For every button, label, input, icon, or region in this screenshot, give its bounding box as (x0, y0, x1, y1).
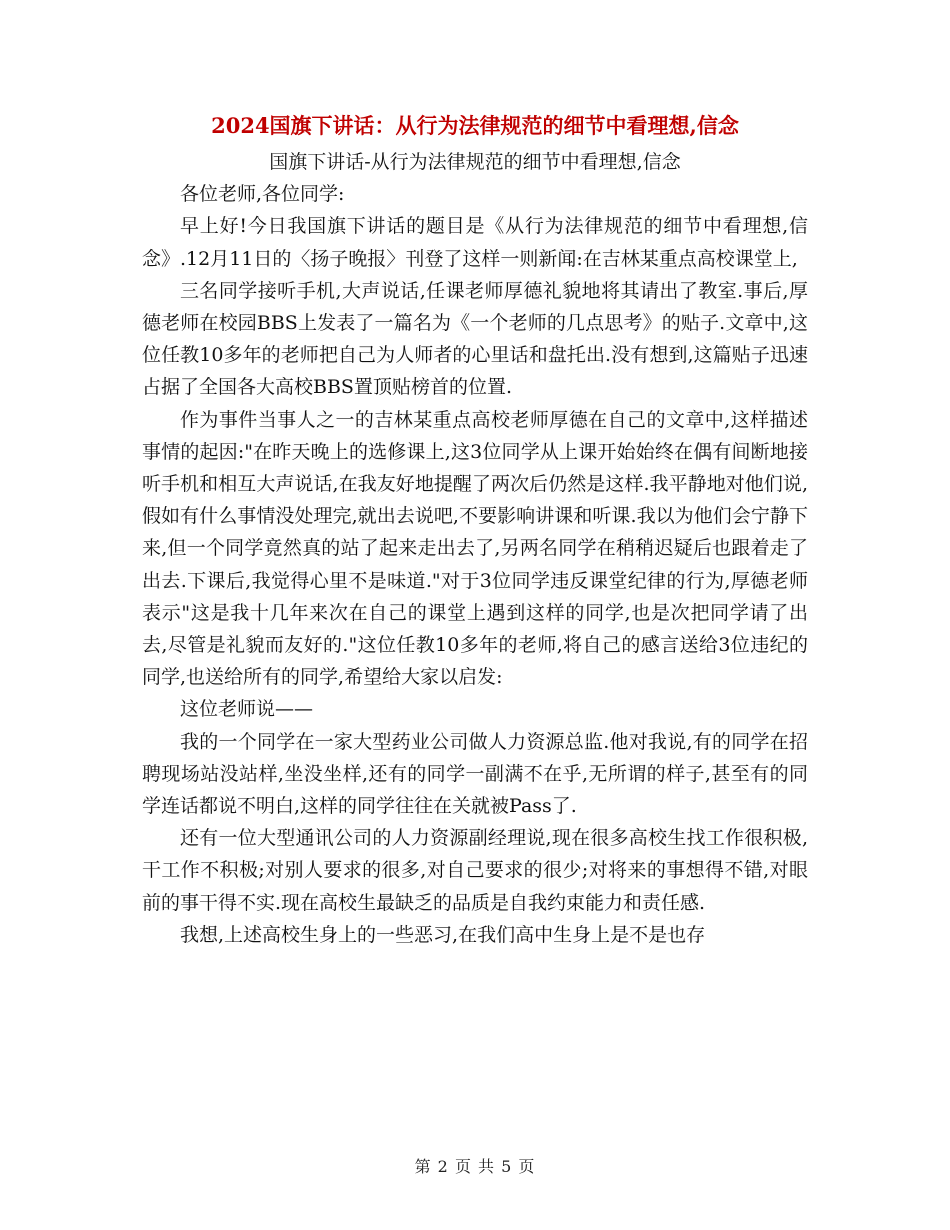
document-subtitle: 国旗下讲话-从行为法律规范的细节中看理想,信念 (269, 151, 681, 173)
document-body (142, 146, 808, 951)
paragraph-hr-manager: 还有一位大型通讯公司的人力资源副经理说,现在很多高校生找工作很积极,干工作不积极;对别人要求的很多,对自己要求的很少;对将来的事想得不错,对眼前的事干得不实.现在高校生最缺乏的品质是自我约束能力和责任感. (142, 827, 808, 914)
paragraph-intro: 早上好!今日我国旗下讲话的题目是《从行为法律规范的细节中看理想,信念》.12月11日的〈扬子晚报〉刊登了这样一则新闻:在吉林某重点高校课堂上, (142, 215, 808, 270)
paragraph-teacher-says: 这位老师说—— (180, 698, 314, 721)
paragraph-greeting: 各位老师,各位同学: (180, 183, 345, 206)
paragraph-incident: 三名同学接听手机,大声说话,任课老师厚德礼貌地将其请出了教室.事后,厚德老师在校园BBS上发表了一篇名为《一个老师的几点思考》的贴子.文章中,这位任教10多年的老师把自己为人师者的心里话和盘托出.没有想到,这篇贴子迅速占据了全国各大高校BBS置顶贴榜首的位置. (142, 279, 808, 399)
document-title: 2024国旗下讲话：从行为法律规范的细节中看理想,信念 (211, 113, 739, 138)
paragraph-reflection: 我想,上述高校生身上的一些恶习,在我们高中生身上是不是也存 (180, 923, 706, 946)
page-number-footer: 第 2 页 共 5 页 (414, 1157, 536, 1176)
paragraph-teacher-account: 作为事件当事人之一的吉林某重点高校老师厚德在自己的文章中,这样描述事情的起因:"在昨天晚上的选修课上,这3位同学从上课开始始终在偶有间断地接听手机和相互大声说话,在我友好地提醒了两次后仍然是这样.我平静地对他们说,假如有什么事情没处理完,就出去说吧,不要影响讲课和听课.我以为他们会宁静下来,但一个同学竟然真的站了起来走出去了,另两名同学在稍稍迟疑后也跟着走了出去.下课后,我觉得心里不是味道."对于3位同学违反课堂纪律的行为,厚德老师表示"这是我十几年来次在自己的课堂上遇到这样的同学,也是次把同学请了出去,尽管是礼貌而友好的."这位任教10多年的老师,将自己的感言送给3位违纪的同学,也送给所有的同学,希望给大家以启发: (142, 408, 808, 689)
paragraph-hr-director: 我的一个同学在一家大型药业公司做人力资源总监.他对我说,有的同学在招聘现场站没站样,坐没坐样,还有的同学一副满不在乎,无所谓的样子,甚至有的同学连话都说不明白,这样的同学往往在关就被Pass了. (142, 730, 808, 818)
